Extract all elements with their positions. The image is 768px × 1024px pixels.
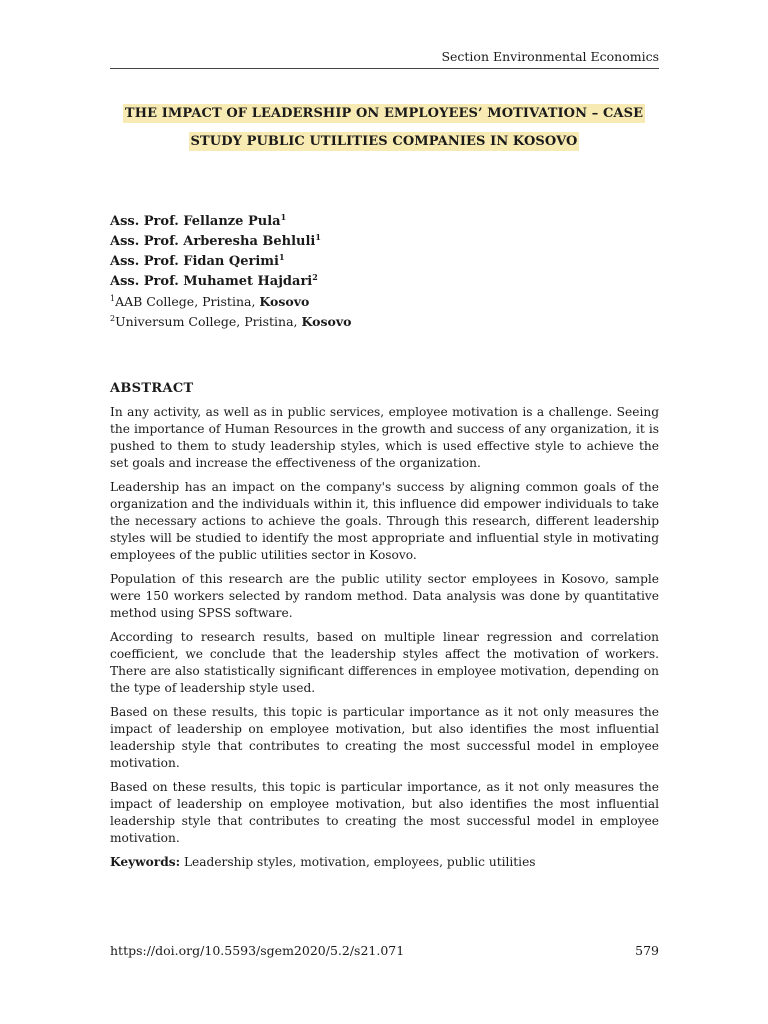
abstract-paragraph: According to research results, based on multiple linear regression and correlation coefficient, we conclude that the leadership styles affect the motivation of workers. There are also statistically significant differences in employee motivation, depending on the type of leadership style used.: [110, 630, 659, 695]
author-block: [110, 212, 659, 332]
keywords-label: Keywords:: [110, 855, 181, 869]
author: Ass. Prof. Fellanze Pula$^1$: [110, 212, 287, 229]
title-line-2: STUDY PUBLIC UTILITIES COMPANIES IN KOSOVO: [190, 134, 578, 149]
abstract-paragraph: Population of this research are the public utility sector employees in Kosovo, sample were 150 workers selected by random method. Data analysis was done by quantitative method using SPSS software.: [110, 572, 659, 620]
abstract-body: [110, 404, 659, 871]
author: Ass. Prof. Fidan Qerimi$^1$: [110, 252, 285, 269]
paper-title: [100, 100, 668, 156]
abstract-paragraph: Based on these results, this topic is particular importance as it not only measures the impact of leadership on employee motivation, but also identifies the most influential leadership style that contributes to creating the most successful model in employee motivation.: [110, 705, 659, 770]
author: Ass. Prof. Arberesha Behluli$^1$: [110, 232, 321, 249]
affiliation: $^1$AAB College, Pristina, Kosovo: [110, 294, 310, 309]
keywords-list: Leadership styles, motivation, employees, public utilities: [183, 855, 536, 869]
page-number: 579: [635, 943, 659, 958]
abstract-paragraph: Based on these results, this topic is particular importance, as it not only measures the impact of leadership on employee motivation, but also identifies the most influential leadership style that contributes to creating the most successful model in employee motivation.: [110, 780, 659, 845]
page-footer: [110, 943, 659, 959]
author: Ass. Prof. Muhamet Hajdari$^2$: [110, 272, 318, 289]
section-header: Section Environmental Economics: [110, 49, 659, 69]
title-line-1: THE IMPACT OF LEADERSHIP ON EMPLOYEES’ MOTIVATION – CASE: [124, 106, 644, 121]
abstract-heading: ABSTRACT: [110, 381, 194, 396]
keywords: [110, 854, 659, 871]
doi-link[interactable]: https://doi.org/10.5593/sgem2020/5.2/s21.071: [110, 943, 405, 958]
abstract-paragraph: In any activity, as well as in public services, employee motivation is a challenge. Seeing the importance of Human Resources in the growth and success of any organization, it is pushed to them to study leadership styles, which is used effective style to achieve the set goals and increase the effectiveness of the organization.: [110, 405, 659, 470]
affiliation: $^2$Universum College, Pristina, Kosovo: [110, 314, 352, 329]
abstract-paragraph: Leadership has an impact on the company's success by aligning common goals of the organization and the individuals within it, this influence did empower individuals to take the necessary actions to achieve the goals. Through this research, different leadership styles will be studied to identify the most appropriate and influential style in motivating employees of the public utilities sector in Kosovo.: [110, 480, 659, 562]
